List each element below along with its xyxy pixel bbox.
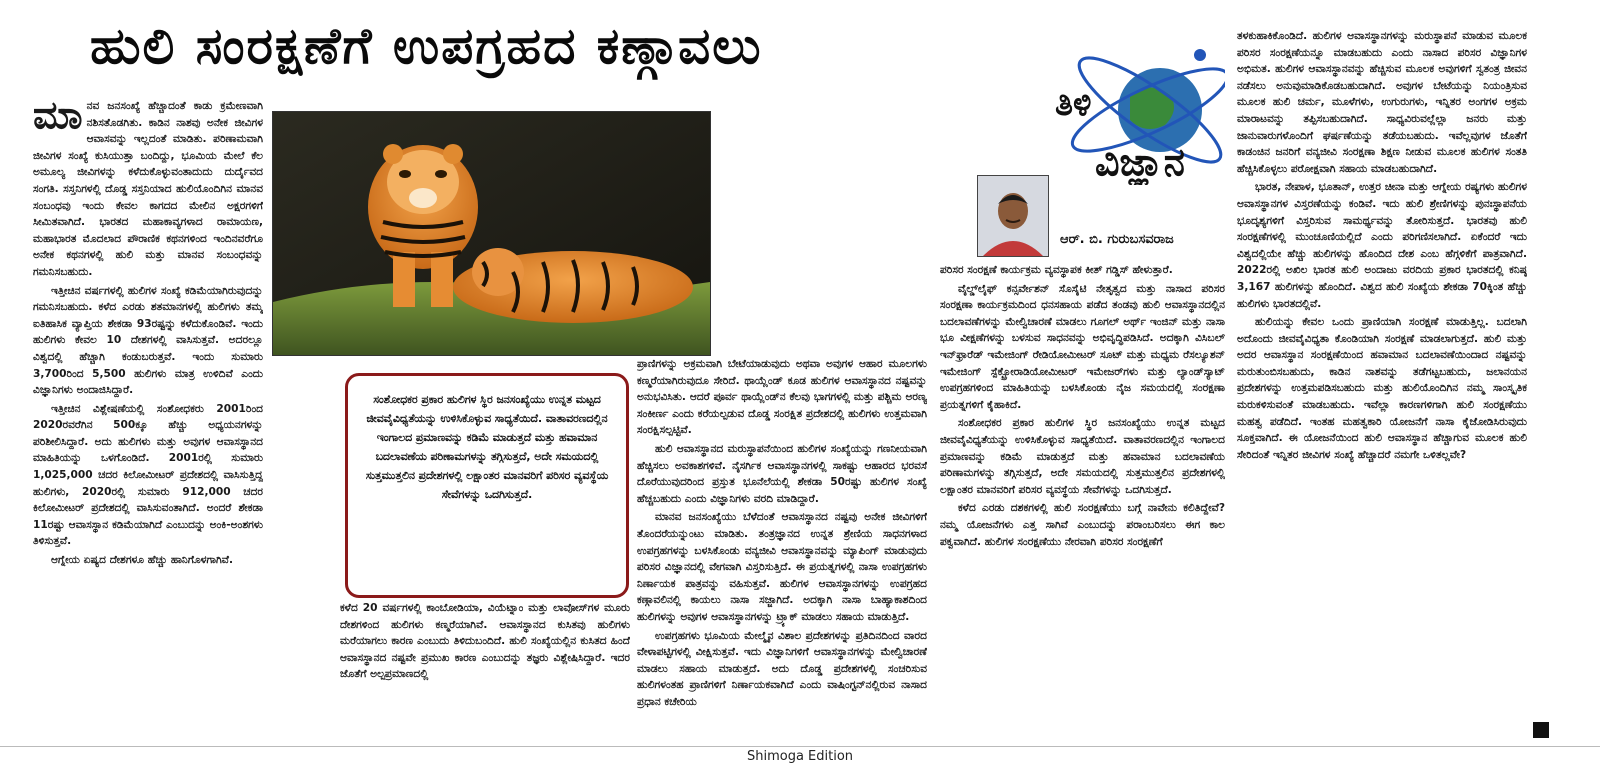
paragraph: ತಳಕುಹಾಕಿಕೊಂಡಿದೆ. ಹುಲಿಗಳ ಆವಾಸಸ್ಥಾನಗಳನ್ನು ಮರುಸ್ಥಾಪನೆ ಮಾಡುವ ಮೂಲಕ ಪರಿಸರ ಸಂರಕ್ಷಣೆಯನ್ನೂ ಮಾಡಬಹುದು ಎಂದು ನಾಸಾದ ಪರಿಸರ ವಿಜ್ಞಾನಿಗಳ ಅಭಿಮತ. ಹುಲಿಗಳ ಆವಾಸಸ್ಥಾನವನ್ನು ಹೆಚ್ಚಿಸುವ ಮೂಲಕ ಅವುಗಳಿಗೆ ಸ್ವತಂತ್ರ ಜೀವನ ನಡೆಸಲು ಅನುವುಮಾಡಿಕೊಡಬಹುದಾಗಿದೆ. ಅವುಗಳ ಬೇಟೆಯನ್ನು ನಿಯಂತ್ರಿಸುವ ಮೂಲಕ ಹುಲಿ ಚರ್ಮ, ಮೂಳೆಗಳು, ಉಗುರುಗಳು, ಇನ್ನಿತರ ಅಂಗಗಳ ಅಕ್ರಮ ಮಾರಾಟವನ್ನು ತಪ್ಪಿಸಬಹುದಾಗಿದೆ. ಸಾಧ್ಯವಿರುವಲ್ಲೆಲ್ಲಾ ಜನರು ಮತ್ತು ಜಾನುವಾರುಗಳೊಂದಿಗೆ ಘರ್ಷಣೆಯನ್ನು ತಡೆಯಬಹುದು. ಇವೆಲ್ಲವುಗಳ ಜೊತೆಗೆ ಕಾಡಂಚಿನ ಜನರಿಗೆ ವನ್ಯಜೀವಿ ಸಂರಕ್ಷಣಾ ಶಿಕ್ಷಣ ನೀಡುವ ಮೂಲಕ ಹುಲಿಗಳ ಸಂತತಿ ಹೆಚ್ಚಿಸಿಕೊಳ್ಳಲು ಪರೋಕ್ಷವಾಗಿ ಸಹಾಯ ಮಾಡಬಹುದಾಗಿದೆ. xyxy=(1237,30,1527,175)
paragraph: ಪ್ರಾಣಿಗಳನ್ನು ಅಕ್ರಮವಾಗಿ ಬೇಟೆಯಾಡುವುದು ಅಥವಾ ಅವುಗಳ ಆಹಾರ ಮೂಲಗಳು ಕಣ್ಮರೆಯಾಗಿರುವುದೂ ಸೇರಿದೆ. ಥಾಯ್ಲೆಂಡ್ ಕೂಡ ಹುಲಿಗಳ ಆವಾಸಸ್ಥಾನದ ನಷ್ಟವನ್ನು ಅನುಭವಿಸಿತು. ಆದರೆ ಪೂರ್ವ ಥಾಯ್ಲೆಂಡ್‌ನ ಕೆಲವು ಭಾಗಗಳಲ್ಲಿ ಮತ್ತು ಪಶ್ಚಿಮ ಅರಣ್ಯ ಸಂಕೀರ್ಣ ಎಂದು ಕರೆಯಲ್ಪಡುವ ದೊಡ್ಡ ಸಂರಕ್ಷಿತ ಪ್ರದೇಶದಲ್ಲಿ ಹುಲಿಗಳು ಉತ್ತಮವಾಗಿ ಸಂರಕ್ಷಿಸಲ್ಪಟ್ಟಿವೆ. xyxy=(637,358,927,437)
tili-vijnana-logo xyxy=(1050,35,1225,185)
article-column-3-top xyxy=(715,98,927,338)
paragraph: ಇತ್ತೀಚಿನ ವರ್ಷಗಳಲ್ಲಿ ಹುಲಿಗಳ ಸಂಖ್ಯೆ ಕಡಿಮೆಯಾಗಿರುವುದನ್ನು ಗಮನಿಸಬಹುದು. ಕಳೆದ ಎರಡು ಶತಮಾನಗಳಲ್ಲಿ ಹುಲಿಗಳು ತಮ್ಮ ಐತಿಹಾಸಿಕ ವ್ಯಾಪ್ತಿಯ ಶೇಕಡಾ 93ರಷ್ಟನ್ನು ಕಳೆದುಕೊಂಡಿವೆ. ಇಂದು ಹುಲಿಗಳು ಕೇವಲ 10 ದೇಶಗಳಲ್ಲಿ ವಾಸಿಸುತ್ತವೆ. ಅದರಲ್ಲೂ ವಿಶ್ವದಲ್ಲಿ ಹೆಚ್ಚಾಗಿ ಕಂಡುಬರುತ್ತವೆ. ಇಂದು ಸುಮಾರು 3,700ರಿಂದ 5,500 ಹುಲಿಗಳು ಮಾತ್ರ ಉಳಿದಿವೆ ಎಂದು ವಿಜ್ಞಾನಿಗಳು ಅಂದಾಜಿಸಿದ್ದಾರೆ. xyxy=(33,284,263,397)
logo-line-2: ವಿಜ್ಞಾನ xyxy=(1095,140,1185,184)
paragraph: ಉಪಗ್ರಹಗಳು ಭೂಮಿಯ ಮೇಲ್ಮೈನ ವಿಶಾಲ ಪ್ರದೇಶಗಳನ್ನು ಪ್ರತಿದಿನದಿಂದ ವಾರದ ವೇಳಾಪಟ್ಟಿಗಳಲ್ಲಿ ವೀಕ್ಷಿಸುತ್ತವೆ. ಇದು ವಿಜ್ಞಾನಿಗಳಿಗೆ ಆವಾಸಸ್ಥಾನಗಳನ್ನು ಮೇಲ್ವಿಚಾರಣೆ ಮಾಡಲು ಸಹಾಯ ಮಾಡುತ್ತದೆ. ಅದು ದೊಡ್ಡ ಪ್ರದೇಶಗಳಲ್ಲಿ ಸಂಚರಿಸುವ ಹುಲಿಗಳಂತಹ ಪ್ರಾಣಿಗಳಿಗೆ ನಿರ್ಣಾಯಕವಾಗಿದೆ ಎಂದು ವಾಷಿಂಗ್ಟನ್‌ನಲ್ಲಿರುವ ನಾಸಾದ ಪ್ರಧಾನ ಕಚೇರಿಯ xyxy=(637,629,927,708)
footer-rule xyxy=(0,746,1600,747)
logo-line-1: ತಿಳಿ xyxy=(1055,84,1092,124)
end-mark xyxy=(1533,722,1549,738)
paragraph: ಹುಲಿ ಆವಾಸಸ್ಥಾನದ ಮರುಸ್ಥಾಪನೆಯಿಂದ ಹುಲಿಗಳ ಸಂಖ್ಯೆಯನ್ನು ಗಣನೀಯವಾಗಿ ಹೆಚ್ಚಿಸಲು ಅವಕಾಶಗಳಿವೆ. ನೈಸರ್ಗಿಕ ಆವಾಸಸ್ಥಾನಗಳಲ್ಲಿ ಸಾಕಷ್ಟು ಆಹಾರದ ಭರವಸೆ ದೊರೆಯುವುದರಿಂದ ಪ್ರಸ್ತುತ ಭೂನೆಲೆಯಲ್ಲಿ ಶೇಕಡಾ 50ರಷ್ಟು ಹುಲಿಗಳ ಸಂಖ್ಯೆ ಹೆಚ್ಚಬಹುದು ಎಂದು ವಿಜ್ಞಾನಿಗಳು ವರದಿ ಮಾಡಿದ್ದಾರೆ. xyxy=(637,442,927,505)
paragraph: ಪರಿಸರ ಸಂರಕ್ಷಣೆ ಕಾರ್ಯಕ್ರಮ ವ್ಯವಸ್ಥಾಪಕ ಕೀತ್ ಗಡ್ಡಿಸ್ ಹೇಳುತ್ತಾರೆ. xyxy=(940,264,1173,276)
paragraph: ಸಂಶೋಧಕರ ಪ್ರಕಾರ ಹುಲಿಗಳ ಸ್ಥಿರ ಜನಸಂಖ್ಯೆಯು ಉನ್ನತ ಮಟ್ಟದ ಜೀವವೈವಿಧ್ಯತೆಯನ್ನು ಉಳಿಸಿಕೊಳ್ಳುವ ಸಾಧ್ಯತೆಯಿದೆ. ವಾತಾವರಣದಲ್ಲಿನ ಇಂಗಾಲದ ಪ್ರಮಾಣವನ್ನು ಕಡಿಮೆ ಮಾಡುತ್ತದೆ ಮತ್ತು ಹವಾಮಾನ ಬದಲಾವಣೆಯ ಪರಿಣಾಮಗಳನ್ನು ತಗ್ಗಿಸುತ್ತದೆ, ಅದೇ ಸಮಯದಲ್ಲಿ ಸುತ್ತಮುತ್ತಲಿನ ಪ್ರದೇಶಗಳಲ್ಲಿ ಲಕ್ಷಾಂತರ ಮಾನವರಿಗೆ ಪರಿಸರ ವ್ಯವಸ್ಥೆಯ ಸೇವೆಗಳನ್ನು ಒದಗಿಸುತ್ತದೆ. xyxy=(940,417,1225,496)
paragraph: ಭಾರತ, ನೇಪಾಳ, ಭೂತಾನ್, ಉತ್ತರ ಚೀನಾ ಮತ್ತು ಆಗ್ನೇಯ ರಷ್ಯಗಳು ಹುಲಿಗಳ ಆವಾಸಸ್ಥಾನಗಳ ವಿಸ್ತರಣೆಯನ್ನು ಕಂಡಿವೆ. ಇದು ಹುಲಿ ಶ್ರೇಣಿಗಳನ್ನು ಪುನಃಸ್ಥಾಪನೆಯ ಭೂದೃಶ್ಯಗಳಿಗೆ ವಿಸ್ತರಿಸುವ ಸಾಮರ್ಥ್ಯವನ್ನು ತೋರಿಸುತ್ತದೆ. ಭಾರತವು ಹುಲಿ ಸಂರಕ್ಷಣೆಗಳಲ್ಲಿ ಮುಂಚೂಣಿಯಲ್ಲಿದೆ ಎಂದು ಪರಿಗಣಿಸಲಾಗಿದೆ. ಏಕೆಂದರೆ ಇದು ವಿಶ್ವದಲ್ಲಿಯೇ ಹೆಚ್ಚು ಹುಲಿಗಳನ್ನು ಹೊಂದಿದ ದೇಶ ಎಂಬ ಹೆಗ್ಗಳಿಕೆಗೆ ಪಾತ್ರವಾಗಿದೆ. 2022ರಲ್ಲಿ ಅಖಿಲ ಭಾರತ ಹುಲಿ ಅಂದಾಜು ವರದಿಯ ಪ್ರಕಾರ ಭಾರತದಲ್ಲಿ ಕನಿಷ್ಠ 3,167 ಹುಲಿಗಳನ್ನು ಹೊಂದಿದೆ. ವಿಶ್ವದ ಹುಲಿ ಸಂಖ್ಯೆಯ ಶೇಕಡಾ 70ಕ್ಕಿಂತ ಹೆಚ್ಚು ಹುಲಿಗಳು ಭಾರತದಲ್ಲಿವೆ. xyxy=(1237,181,1527,310)
paragraph: ವೈಲ್ಡ್‌ಲೈಫ್ ಕನ್ಸರ್ವೇಶನ್ ಸೊಸೈಟಿ ನೇತೃತ್ವದ ಮತ್ತು ನಾಸಾದ ಪರಿಸರ ಸಂರಕ್ಷಣಾ ಕಾರ್ಯಕ್ರಮದಿಂದ ಧನಸಹಾಯ ಪಡೆದ ತಂಡವು ಹುಲಿ ಆವಾಸಸ್ಥಾನದಲ್ಲಿನ ಬದಲಾವಣೆಗಳನ್ನು ಮೇಲ್ವಿಚಾರಣೆ ಮಾಡಲು ಗೂಗಲ್ ಅರ್ಥ್ ಇಂಜಿನ್ ಮತ್ತು ನಾಸಾ ಭೂ ವೀಕ್ಷಣೆಗಳನ್ನು ಬಳಸುವ ಸಾಧನವನ್ನು ಅಭಿವೃದ್ಧಿಪಡಿಸಿದೆ. ಅದಕ್ಕಾಗಿ ವಿಸಿಬಲ್ ಇನ್‌ಫ್ರಾರೆಡ್ ಇಮೇಜಿಂಗ್ ರೇಡಿಯೋಮೀಟರ್ ಸೂಟ್ ಮತ್ತು ಮಧ್ಯಮ ರೆಸಲ್ಯೂಶನ್ ಇಮೇಜಿಂಗ್ ಸ್ಪೆಕ್ಟ್ರೋರಾಡಿಯೋಮೀಟರ್ ಇಮೇಜರ್‌ಗಳು ಮತ್ತು ಲ್ಯಾಂಡ್‌ಸ್ಯಾಟ್ ಉಪಗ್ರಹಗಳಿಂದ ಮಾಹಿತಿಯನ್ನು ಬಳಸಿಕೊಂಡು ನೈಜ ಸಮಯದಲ್ಲಿ ಸಂರಕ್ಷಣಾ ಪ್ರಯತ್ನಗಳಿಗೆ ಕೈಹಾಕಿದೆ. xyxy=(940,282,1225,411)
paragraph: ಇತ್ತೀಚಿನ ವಿಶ್ಲೇಷಣೆಯಲ್ಲಿ ಸಂಶೋಧಕರು 2001ರಿಂದ 2020ರವರೆಗಿನ 500ಕ್ಕೂ ಹೆಚ್ಚು ಅಧ್ಯಯನಗಳನ್ನು ಪರಿಶೀಲಿಸಿದ್ದಾರೆ. ಅದು ಹುಲಿಗಳು ಮತ್ತು ಅವುಗಳ ಆವಾಸಸ್ಥಾನದ ಮಾಹಿತಿಯನ್ನು ಒಳಗೊಂಡಿದೆ. 2001ರಲ್ಲಿ ಸುಮಾರು 1,025,000 ಚದರ ಕಿಲೋಮೀಟರ್ ಪ್ರದೇಶದಲ್ಲಿ ವಾಸಿಸುತ್ತಿದ್ದ ಹುಲಿಗಳು, 2020ರಲ್ಲಿ ಸುಮಾರು 912,000 ಚದರ ಕಿಲೋಮೀಟರ್ ಪ್ರದೇಶದಲ್ಲಿ ವಾಸಿಸುವಂತಾಗಿದೆ. ಅಂದರೆ ಶೇಕಡಾ 11ರಷ್ಟು ಆವಾಸಸ್ಥಾನ ಕಡಿಮೆಯಾಗಿದೆ ಎಂಬುದನ್ನು ಅಂಕಿ-ಅಂಶಗಳು ತಿಳಿಸುತ್ತವೆ. xyxy=(33,402,263,548)
edition-footer: Shimoga Edition xyxy=(746,749,854,764)
pull-quote-box xyxy=(345,373,629,598)
paragraph: ಹುಲಿಯನ್ನು ಕೇವಲ ಒಂದು ಪ್ರಾಣಿಯಾಗಿ ಸಂರಕ್ಷಣೆ ಮಾಡುತ್ತಿಲ್ಲ. ಬದಲಾಗಿ ಅದೊಂದು ಜೀವವೈವಿಧ್ಯತಾ ಕೊಂಡಿಯಾಗಿ ಸಂರಕ್ಷಣೆ ಮಾಡಲಾಗುತ್ತದೆ. ಹುಲಿ ಮತ್ತು ಅದರ ಆವಾಸಸ್ಥಾನ ಸಂರಕ್ಷಣೆಯಿಂದ ಹವಾಮಾನ ಬದಲಾವಣೆಯಿಂದಾದ ನಷ್ಟವನ್ನು ಮರುತುಂಬಿಸಬಹುದು, ಕಾಡಿನ ನಾಶವನ್ನು ತಡೆಗಟ್ಟಬಹುದು, ಜಲಾನಯನ ಪ್ರದೇಶಗಳನ್ನು ಉತ್ತಮಪಡಿಸಬಹುದು ಮತ್ತು ಹುಲಿಯೊಂದಿಗಿನ ನಮ್ಮ ಸಾಂಸ್ಕೃತಿಕ ಮರುಕಳಿಸುವಂತೆ ಮಾಡಬಹುದು. ಇವೆಲ್ಲಾ ಕಾರಣಗಳಿಗಾಗಿ ಹುಲಿ ಸಂರಕ್ಷಣೆಯು ಮಹತ್ವ ಪಡೆದಿದೆ. ಇಂತಹ ಮಹತ್ವಕಾರಿ ಯೋಜನೆಗೆ ನಾಸಾ ಕೈಜೋಡಿಸಿರುವುದು ಸೂಕ್ತವಾಗಿದೆ. ಈ ಯೋಜನೆಯಿಂದ ಹುಲಿ ಆವಾಸಸ್ಥಾನ ಹೆಚ್ಚಾಗುವ ಮೂಲಕ ಹುಲಿ ಸೇರಿದಂತೆ ಇನ್ನಿತರ ಜೀವಿಗಳ ಸಂಖ್ಯೆ ಹೆಚ್ಚಾದರೆ ನಮಗೇ ಒಳಿತಲ್ಲವೇ? xyxy=(1237,316,1527,461)
article-column-4 xyxy=(940,262,1225,740)
pull-quote-text: ಸಂಶೋಧಕರ ಪ್ರಕಾರ ಹುಲಿಗಳ ಸ್ಥಿರ ಜನಸಂಖ್ಯೆಯು ಉನ್ನತ ಮಟ್ಟದ ಜೀವವೈವಿಧ್ಯತೆಯನ್ನು ಉಳಿಸಿಕೊಳ್ಳುವ ಸಾಧ್ಯತೆಯಿದೆ. ವಾತಾವರಣದಲ್ಲಿನ ಇಂಗಾಲದ ಪ್ರಮಾಣವನ್ನು ಕಡಿಮೆ ಮಾಡುತ್ತದೆ ಮತ್ತು ಹವಾಮಾನ ಬದಲಾವಣೆಯ ಪರಿಣಾಮಗಳನ್ನು ತಗ್ಗಿಸುತ್ತದೆ, ಅದೇ ಸಮಯದಲ್ಲಿ ಸುತ್ತಮುತ್ತಲಿನ ಪ್ರದೇಶಗಳಲ್ಲಿ ಲಕ್ಷಾಂತರ ಮಾನವರಿಗೆ ಪರಿಸರ ವ್ಯವಸ್ಥೆಯ ಸೇವೆಗಳನ್ನು ಒದಗಿಸುತ್ತದೆ. xyxy=(365,393,609,501)
paragraph: ಆಗ್ನೇಯ ಏಷ್ಯದ ದೇಶಗಳೂ ಹೆಚ್ಚು ಹಾನಿಗೊಳಗಾಗಿವೆ. xyxy=(51,554,234,567)
paragraph: ಕಳೆದ ಎರಡು ದಶಕಗಳಲ್ಲಿ ಹುಲಿ ಸಂರಕ್ಷಣೆಯು ಬಗ್ಗೆ ನಾವೇನು ಕಲಿತಿದ್ದೇವೆ? ನಮ್ಮ ಯೋಜನೆಗಳು ಎತ್ತ ಸಾಗಿವೆ ಎಂಬುದನ್ನು ಪರಾಂಬರಿಸಲು ಈಗ ಕಾಲ ಪಕ್ವವಾಗಿದೆ. ಹುಲಿಗಳ ಸಂರಕ್ಷಣೆಯು ನೇರವಾಗಿ ಪರಿಸರ ಸಂರಕ್ಷಣೆಗೆ xyxy=(940,502,1225,548)
paragraph: ನವ ಜನಸಂಖ್ಯೆ ಹೆಚ್ಚಾದಂತೆ ಕಾಡು ಕ್ರಮೇಣವಾಗಿ ನಶಿಸತೊಡಗಿತು. ಕಾಡಿನ ನಾಶವು ಅನೇಕ ಜೀವಿಗಳ ಆವಾಸವನ್ನು ಇಲ್ಲದಂತೆ ಮಾಡಿತು. ಪರಿಣಾಮವಾಗಿ ಜೀವಿಗಳ ಸಂಖ್ಯೆ ಕುಸಿಯುತ್ತಾ ಬಂದಿದ್ದು, ಭೂಮಿಯ ಮೇಲೆ ಕೆಲ ಅಮೂಲ್ಯ ಜೀವಿಗಳನ್ನು ಕಳೆದುಕೊಳ್ಳುವಂತಾದುದು ದುರ್ದೈವದ ಸಂಗತಿ. ಸಸ್ತನಿಗಳಲ್ಲಿ ದೊಡ್ಡ ಸಸ್ತನಿಯಾದ ಹುಲಿಯೊಂದಿಗಿನ ಮಾನವ ಸಂಬಂಧವು ಇಂದು ಕೇವಲ ಕಾಗದದ ಮೇಲಿನ ಅಕ್ಷರಗಳಿಗೆ ಸೀಮಿತವಾಗಿದೆ. ಭಾರತದ ಮಹಾಕಾವ್ಯಗಳಾದ ರಾಮಾಯಣ, ಮಹಾಭಾರತ ಮೊದಲಾದ ಪೌರಾಣಿಕ ಕಥನಗಳಿಂದ ಇಂದಿನವರೆಗೂ ಅನೇಕ ಕಥನಗಳಲ್ಲಿ ಹುಲಿ ಮತ್ತು ಮಾನವ ಸಂಬಂಧವನ್ನು ಗಮನಿಸಬಹುದು. xyxy=(33,100,263,278)
headline: ಹುಲಿ ಸಂರಕ್ಷಣೆಗೆ ಉಪಗ್ರಹದ ಕಣ್ಗಾವಲು xyxy=(90,17,763,75)
drop-cap: ಮಾ xyxy=(33,98,83,137)
article-column-5 xyxy=(1237,28,1527,740)
paragraph: ಮಾನವ ಜನಸಂಖ್ಯೆಯು ಬೆಳೆದಂತೆ ಆವಾಸಸ್ಥಾನದ ನಷ್ಟವು ಅನೇಕ ಜೀವಿಗಳಿಗೆ ತೊಂದರೆಯನ್ನುಂಟು ಮಾಡಿತು. ತಂತ್ರಜ್ಞಾನದ ಉನ್ನತ ಶ್ರೇಣಿಯ ಸಾಧನಗಳಾದ ಉಪಗ್ರಹಗಳನ್ನು ಬಳಸಿಕೊಂಡು ವನ್ಯಜೀವಿ ಆವಾಸಸ್ಥಾನವನ್ನು ಮ್ಯಾಪಿಂಗ್ ಮಾಡುವುದು ಪರಿಸರ ವಿಜ್ಞಾನದಲ್ಲಿ ವೇಗವಾಗಿ ವಿಸ್ತರಿಸುತ್ತಿದೆ. ಈ ಪ್ರಯತ್ನಗಳಲ್ಲಿ ನಾಸಾ ಉಪಗ್ರಹಗಳು ನಿರ್ಣಾಯಕ ಪಾತ್ರವನ್ನು ವಹಿಸುತ್ತವೆ. ಹುಲಿಗಳ ಆವಾಸಸ್ಥಾನಗಳನ್ನು ಉಪಗ್ರಹದ ಕಣ್ಗಾವಲಿನಲ್ಲಿ ಕಾಯಲು ನಾಸಾ ಸಜ್ಜಾಗಿದೆ. ಅದಕ್ಕಾಗಿ ನಾಸಾ ಬಾಹ್ಯಾಕಾಶದಿಂದ ಹುಲಿಗಳನ್ನು ಅವುಗಳ ಆವಾಸಸ್ಥಾನಗಳನ್ನು ಟ್ರ್ಯಾಕ್ ಮಾಡಲು ಸಹಾಯ ಮಾಡುತ್ತಿದೆ. xyxy=(637,511,927,623)
author-portrait xyxy=(977,175,1049,257)
article-column-2-bottom xyxy=(340,600,630,740)
author-byline: ಆರ್. ಬಿ. ಗುರುಬಸವರಾಜ xyxy=(1060,232,1174,247)
paragraph: ಕಳೆದ 20 ವರ್ಷಗಳಲ್ಲಿ ಕಾಂಬೋಡಿಯಾ, ವಿಯೆಟ್ನಾಂ ಮತ್ತು ಲಾವೋಸ್‌ಗಳ ಮೂರು ದೇಶಗಳಿಂದ ಹುಲಿಗಳು ಕಣ್ಮರೆಯಾಗಿವೆ. ಆವಾಸಸ್ಥಾನದ ಕುಸಿತವು ಹುಲಿಗಳು ಮರೆಯಾಗಲು ಕಾರಣ ಎಂಬುದು ತಿಳಿದುಬಂದಿದೆ. ಹುಲಿ ಸಂಖ್ಯೆಯಲ್ಲಿನ ಕುಸಿತದ ಹಿಂದೆ ಆವಾಸಸ್ಥಾನದ ನಷ್ಟವೇ ಪ್ರಮುಖ ಕಾರಣ ಎಂಬುದನ್ನು ತಜ್ಞರು ವಿಶ್ಲೇಷಿಸಿದ್ದಾರೆ. ಇದರ ಜೊತೆಗೆ ಅಲ್ಪಪ್ರಮಾಣದಲ್ಲಿ xyxy=(340,602,630,681)
article-column-1 xyxy=(33,98,263,740)
